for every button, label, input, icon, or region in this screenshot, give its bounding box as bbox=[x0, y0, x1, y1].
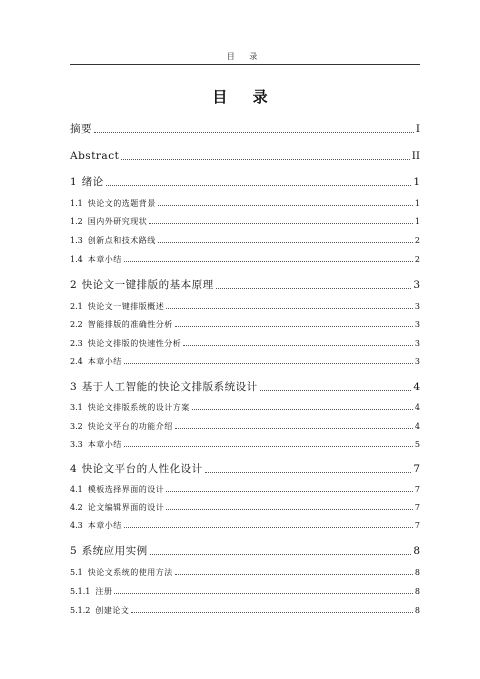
toc-entry-number: 3.3 bbox=[70, 440, 83, 449]
dot-leader bbox=[158, 242, 413, 243]
toc-entry[interactable] bbox=[70, 237, 420, 245]
toc-entry-title: 论文编辑界面的设计 bbox=[87, 503, 165, 512]
toc-entry-number: 3 bbox=[70, 381, 77, 393]
toc-entry[interactable] bbox=[70, 177, 420, 188]
toc-entry-label bbox=[70, 358, 123, 366]
toc-list bbox=[70, 0, 420, 679]
toc-entry[interactable] bbox=[70, 569, 420, 577]
toc-entry-page: 7 bbox=[414, 485, 420, 494]
toc-entry-label bbox=[70, 504, 165, 512]
toc-entry-page: 3 bbox=[414, 357, 420, 366]
toc-entry-label bbox=[70, 464, 204, 475]
dot-leader bbox=[124, 527, 413, 528]
toc-entry-title: 模板选择界面的设计 bbox=[87, 485, 165, 494]
toc-entry-label bbox=[70, 569, 174, 577]
toc-entry-number: 2.3 bbox=[70, 339, 83, 348]
dot-leader bbox=[175, 428, 413, 429]
toc-entry-title: 快论文平台的功能介绍 bbox=[87, 422, 173, 431]
toc-entry[interactable] bbox=[70, 588, 420, 596]
toc-entry-label bbox=[70, 200, 157, 208]
toc-entry-label bbox=[70, 607, 130, 615]
toc-entry-page: 3 bbox=[414, 302, 420, 311]
toc-entry-title: 创建论文 bbox=[95, 606, 130, 615]
toc-entry-title: 快论文平台的人性化设计 bbox=[81, 463, 203, 475]
toc-entry-title: 快论文一键排版概述 bbox=[87, 302, 165, 311]
toc-entry-page: 7 bbox=[414, 503, 420, 512]
toc-entry-number: 2.4 bbox=[70, 357, 83, 366]
toc-entry-page: 1 bbox=[414, 217, 420, 226]
dot-leader bbox=[150, 554, 412, 555]
toc-entry-label bbox=[70, 151, 120, 162]
dot-leader bbox=[149, 223, 413, 224]
toc-entry-number: 3.1 bbox=[70, 403, 83, 412]
toc-entry-title: 本章小结 bbox=[87, 521, 122, 530]
toc-entry-title: 摘要 bbox=[70, 123, 92, 135]
toc-entry-page: 7 bbox=[414, 521, 420, 530]
dot-leader bbox=[114, 593, 413, 594]
toc-entry[interactable] bbox=[70, 358, 420, 366]
toc-entry-page: 3 bbox=[414, 320, 420, 329]
toc-entry-number: 4.2 bbox=[70, 503, 83, 512]
toc-entry-number: 1.2 bbox=[70, 217, 83, 226]
dot-leader bbox=[124, 446, 413, 447]
toc-entry-label bbox=[70, 486, 165, 494]
toc-entry-number: 5 bbox=[70, 545, 77, 557]
toc-entry-label bbox=[70, 404, 191, 412]
toc-entry-label bbox=[70, 124, 93, 135]
toc-entry-label bbox=[70, 237, 157, 245]
toc-entry-title: 注册 bbox=[95, 587, 113, 596]
toc-entry-page: 7 bbox=[413, 463, 420, 475]
toc-entry[interactable] bbox=[70, 280, 420, 291]
toc-entry-label bbox=[70, 522, 123, 530]
toc-entry-page: 8 bbox=[414, 587, 420, 596]
toc-entry-label bbox=[70, 280, 215, 291]
toc-entry-title: 创新点和技术路线 bbox=[87, 236, 156, 245]
dot-leader bbox=[216, 288, 412, 289]
dot-leader bbox=[166, 509, 413, 510]
toc-entry-title: 本章小结 bbox=[87, 440, 122, 449]
toc-title: 目 录 bbox=[212, 88, 278, 106]
dot-leader bbox=[192, 409, 413, 410]
toc-entry-title: 快论文排版系统的设计方案 bbox=[87, 403, 190, 412]
toc-entry[interactable] bbox=[70, 504, 420, 512]
toc-entry[interactable] bbox=[70, 256, 420, 264]
toc-entry-title: 绪论 bbox=[81, 176, 104, 188]
toc-entry-page: 8 bbox=[413, 545, 420, 557]
toc-entry-title: 快论文排版的快速性分析 bbox=[87, 339, 182, 348]
toc-entry-page: 2 bbox=[414, 255, 420, 264]
toc-entry-page: 3 bbox=[414, 339, 420, 348]
toc-entry-number: 1.4 bbox=[70, 255, 83, 264]
toc-entry[interactable] bbox=[70, 546, 420, 557]
toc-entry[interactable] bbox=[70, 200, 420, 208]
toc-entry[interactable] bbox=[70, 404, 420, 412]
toc-entry-title: 系统应用实例 bbox=[81, 545, 148, 557]
dot-leader bbox=[183, 345, 413, 346]
toc-entry-label bbox=[70, 321, 174, 329]
toc-entry-label bbox=[70, 546, 149, 557]
toc-entry-number: 2.2 bbox=[70, 320, 83, 329]
dot-leader bbox=[121, 159, 409, 160]
toc-entry-number: 2.1 bbox=[70, 302, 83, 311]
toc-entry-title: 本章小结 bbox=[87, 357, 122, 366]
toc-entry-label bbox=[70, 177, 105, 188]
toc-entry-page: 4 bbox=[414, 403, 420, 412]
toc-entry-page: II bbox=[411, 150, 420, 162]
toc-entry-number: 4.3 bbox=[70, 521, 83, 530]
toc-entry-label bbox=[70, 382, 259, 393]
dot-leader bbox=[124, 261, 413, 262]
toc-entry-title: 快论文一键排版的基本原理 bbox=[81, 279, 214, 291]
toc-entry[interactable] bbox=[70, 464, 420, 475]
toc-entry-label bbox=[70, 588, 113, 596]
dot-leader bbox=[94, 132, 414, 133]
toc-entry[interactable] bbox=[70, 124, 420, 135]
toc-entry-number: 1.1 bbox=[70, 199, 83, 208]
toc-entry[interactable] bbox=[70, 486, 420, 494]
toc-entry-number: 5.1.2 bbox=[70, 606, 91, 615]
toc-entry-page: 4 bbox=[414, 422, 420, 431]
toc-entry-page: 5 bbox=[414, 440, 420, 449]
dot-leader bbox=[106, 185, 412, 186]
toc-entry-number: 4.1 bbox=[70, 485, 83, 494]
toc-entry-number: 3.2 bbox=[70, 422, 83, 431]
toc-entry-title: 本章小结 bbox=[87, 255, 122, 264]
toc-entry-title: 快论文系统的使用方法 bbox=[87, 568, 173, 577]
toc-entry-number: 5.1.1 bbox=[70, 587, 91, 596]
toc-entry-label bbox=[70, 303, 165, 311]
toc-entry[interactable] bbox=[70, 441, 420, 449]
toc-entry-title: Abstract bbox=[70, 150, 120, 162]
dot-leader bbox=[131, 612, 413, 613]
toc-entry-page: 2 bbox=[414, 236, 420, 245]
running-header: 目 录 bbox=[226, 52, 264, 61]
toc-entry-page: 1 bbox=[413, 176, 420, 188]
dot-leader bbox=[205, 472, 412, 473]
toc-entry-page: 8 bbox=[414, 606, 420, 615]
toc-entry-page: 8 bbox=[414, 568, 420, 577]
toc-entry[interactable] bbox=[70, 423, 420, 431]
toc-entry-label bbox=[70, 423, 174, 431]
toc-entry[interactable] bbox=[70, 382, 420, 393]
toc-entry[interactable] bbox=[70, 151, 420, 162]
toc-entry[interactable] bbox=[70, 607, 420, 615]
toc-entry-number: 2 bbox=[70, 279, 77, 291]
toc-entry-title: 国内外研究现状 bbox=[87, 217, 148, 226]
toc-entry-page: 3 bbox=[413, 279, 420, 291]
toc-entry-label bbox=[70, 218, 148, 226]
toc-entry[interactable] bbox=[70, 321, 420, 329]
toc-entry-page: 1 bbox=[414, 199, 420, 208]
toc-entry-title: 智能排版的准确性分析 bbox=[87, 320, 173, 329]
toc-entry-number: 1 bbox=[70, 176, 77, 188]
toc-entry-number: 5.1 bbox=[70, 568, 83, 577]
toc-entry-number: 1.3 bbox=[70, 236, 83, 245]
dot-leader bbox=[166, 491, 413, 492]
toc-entry[interactable] bbox=[70, 522, 420, 530]
dot-leader bbox=[158, 205, 413, 206]
dot-leader bbox=[124, 363, 413, 364]
toc-entry-label bbox=[70, 256, 123, 264]
dot-leader bbox=[166, 308, 413, 309]
toc-entry-label bbox=[70, 441, 123, 449]
toc-entry-label bbox=[70, 340, 182, 348]
toc-entry-page: I bbox=[415, 123, 420, 135]
toc-entry[interactable] bbox=[70, 218, 420, 226]
toc-entry-title: 快论文的选题背景 bbox=[87, 199, 156, 208]
toc-entry-page: 4 bbox=[413, 381, 420, 393]
dot-leader bbox=[175, 574, 413, 575]
toc-entry[interactable] bbox=[70, 340, 420, 348]
dot-leader bbox=[260, 390, 412, 391]
toc-entry-title: 基于人工智能的快论文排版系统设计 bbox=[81, 381, 258, 393]
toc-entry-number: 4 bbox=[70, 463, 77, 475]
dot-leader bbox=[175, 326, 413, 327]
toc-entry[interactable] bbox=[70, 303, 420, 311]
